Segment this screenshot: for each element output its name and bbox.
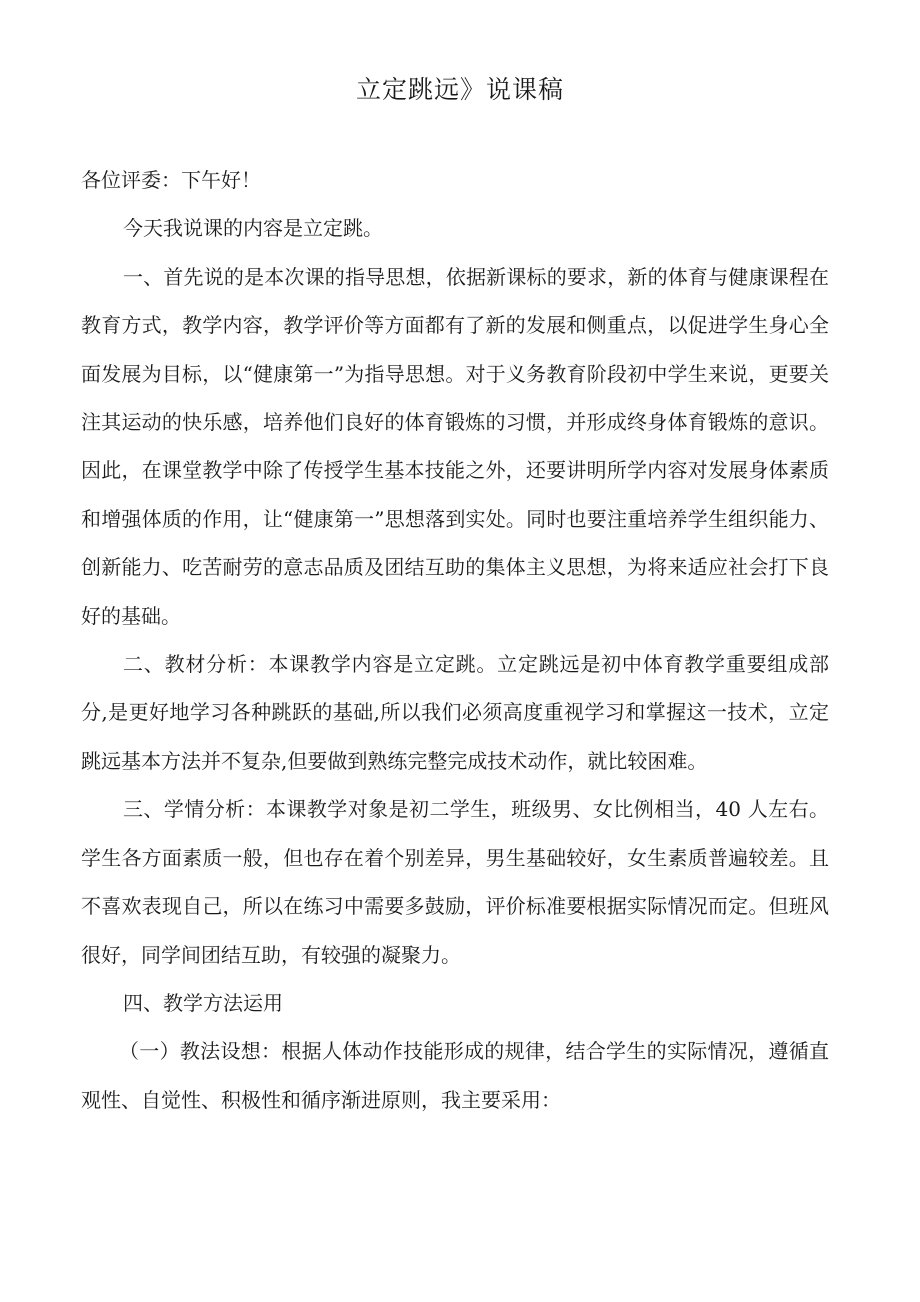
paragraph-guiding-ideology: 一、首先说的是本次课的指导思想，依据新课标的要求，新的体育与健康课程在教育方式，教学内容，教学评价等方面都有了新的发展和侧重点，以促进学生身心全面发展为目标，以“健康第一”为指导思想。对于义务教育阶段初中学生来说，更要关注其运动的快乐感，培养他们良好的体育锻炼的习惯，并形成终身体育锻炼的意识。因此，在课堂教学中除了传授学生基本技能之外，还要讲明所学内容对发展身体素质和增强体质的作用，让“健康第一”思想落到实处。同时也要注重培养学生组织能力、创新能力、吃苦耐劳的意志品质及团结互助的集体主义思想，为将来适应社会打下良好的基础。 — [81, 264, 829, 628]
paragraph-teaching-method-plan: （一）教法设想：根据人体动作技能形成的规律，结合学生的实际情况，遵循直观性、自觉性、积极性和循序渐进原则，我主要采用： — [81, 1039, 829, 1112]
document-title: 立定跳远》说课稿 — [355, 75, 564, 104]
paragraph-intro: 今天我说课的内容是立定跳。 — [123, 216, 383, 241]
document-body — [81, 156, 829, 1124]
greeting: 各位评委：下午好！ — [81, 168, 261, 192]
paragraph-material-analysis: 二、教材分析：本课教学内容是立定跳。立定跳远是初中体育教学重要组成部分,是更好地学习各种跳跃的基础,所以我们必须高度重视学习和掌握这一技术，立定跳远基本方法并不复杂,但要做到熟练完整完成技术动作，就比较困难。 — [81, 652, 829, 773]
paragraph-teaching-methods-heading: 四、教学方法运用 — [123, 990, 283, 1015]
paragraph-student-analysis: 三、学情分析：本课教学对象是初二学生，班级男、女比例相当，40 人左右。学生各方面素质一般，但也存在着个别差异，男生基础较好，女生素质普遍较差。且不喜欢表现自己，所以在练习中需要多鼓励，评价标准要根据实际情况而定。但班风很好，同学间团结互助，有较强的凝聚力。 — [81, 797, 829, 967]
